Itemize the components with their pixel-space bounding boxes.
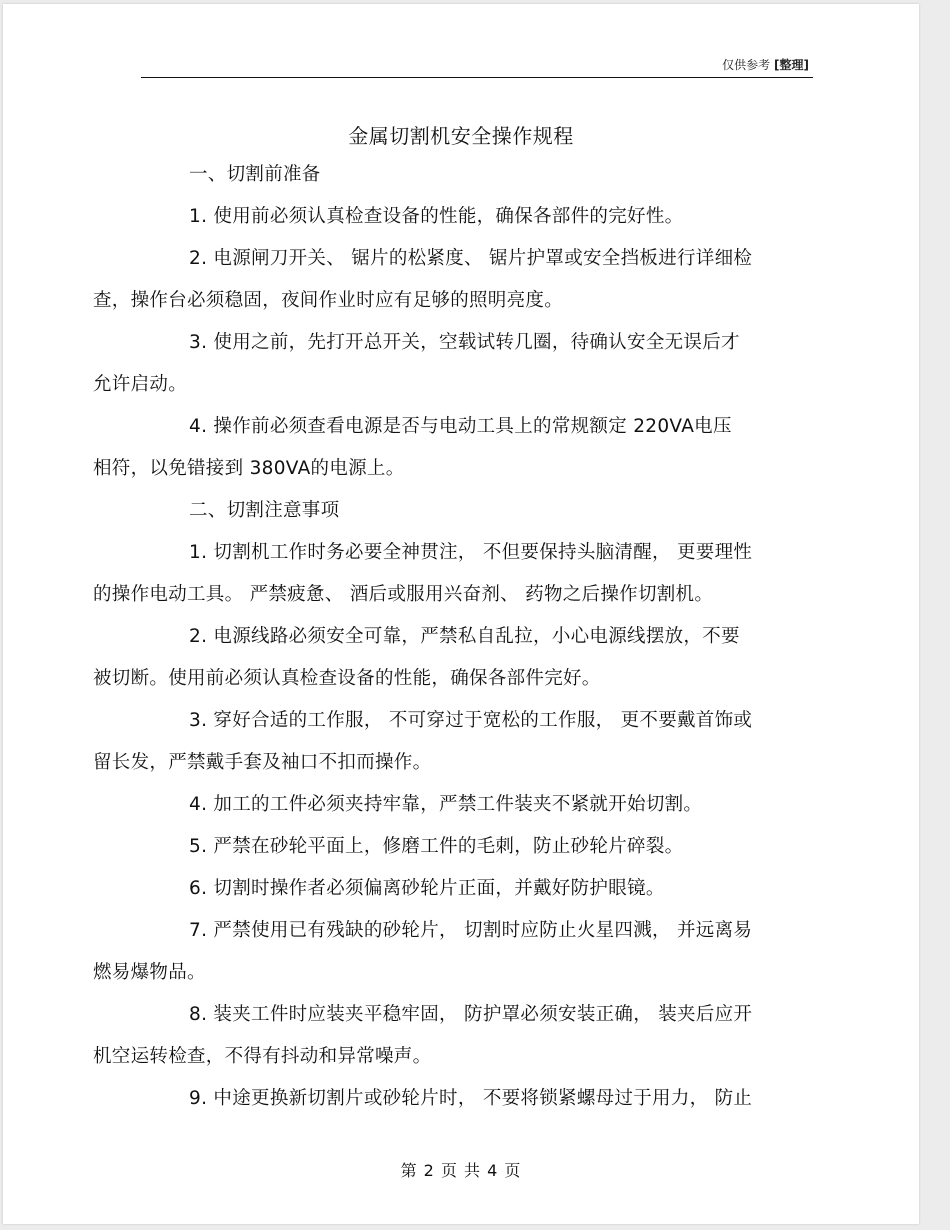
paragraph — [93, 322, 813, 406]
paragraph-line: 留长发，严禁戴手套及袖口不扣而操作。 — [93, 752, 432, 773]
paragraph-line: 2. 电源线路必须安全可靠，严禁私自乱拉，小心电源线摆放，不要 — [189, 626, 740, 647]
paragraph — [93, 616, 813, 700]
paragraph — [141, 1078, 813, 1120]
paragraph-line: 查，操作台必须稳固，夜间作业时应有足够的照明亮度。 — [93, 290, 564, 311]
paragraph-line: 6. 切割时操作者必须偏离砂轮片正面，并戴好防护眼镜。 — [189, 878, 665, 899]
paragraph-line: 3. 使用之前，先打开总开关，空载试转几圈，待确认安全无误后才 — [189, 332, 740, 353]
paragraph-line: 机空运转检查，不得有抖动和异常噪声。 — [93, 1046, 432, 1067]
paragraph — [141, 868, 813, 910]
paragraph-line: 1. 使用前必须认真检查设备的性能，确保各部件的完好性。 — [189, 206, 684, 227]
header-note-bracket: [整理] — [774, 58, 809, 72]
paragraph — [141, 196, 813, 238]
paragraph-line: 8. 装夹工件时应装夹平稳牢固， 防护罩必须安装正确， 装夹后应开 — [189, 1004, 753, 1025]
paragraph — [93, 406, 813, 490]
paragraph-line: 7. 严禁使用已有残缺的砂轮片， 切割时应防止火星四溅， 并远离易 — [189, 920, 753, 941]
paragraph — [93, 910, 813, 994]
paragraph — [141, 784, 813, 826]
paragraph-line: 4. 加工的工件必须夹持牢靠，严禁工件装夹不紧就开始切割。 — [189, 794, 703, 815]
document-title: 金属切割机安全操作规程 — [348, 124, 574, 148]
paragraph-line: 4. 操作前必须查看电源是否与电动工具上的常规额定 220VA电压 — [189, 416, 732, 437]
page-footer: 第 2 页 共 4 页 — [400, 1161, 522, 1180]
paragraph — [93, 532, 813, 616]
paragraph-line: 的操作电动工具。 严禁疲惫、 酒后或服用兴奋剂、 药物之后操作切割机。 — [93, 584, 714, 605]
paragraph-line: 9. 中途更换新切割片或砂轮片时， 不要将锁紧螺母过于用力， 防止 — [189, 1088, 753, 1109]
document-body — [93, 154, 813, 1120]
header-note — [722, 56, 809, 73]
header-rule — [141, 77, 813, 78]
header-note-text: 仅供参考 — [722, 58, 771, 72]
paragraph-line: 被切断。使用前必须认真检查设备的性能，确保各部件完好。 — [93, 668, 601, 689]
paragraph-line: 相符，以免错接到 380VA的电源上。 — [93, 458, 405, 479]
paragraph — [93, 238, 813, 322]
paragraph-line: 2. 电源闸刀开关、 锯片的松紧度、 锯片护罩或安全挡板进行详细检 — [189, 248, 753, 269]
paragraph — [141, 154, 813, 196]
paragraph-line: 二、切割注意事项 — [189, 500, 340, 521]
paragraph-line: 允许启动。 — [93, 374, 188, 395]
paragraph-line: 3. 穿好合适的工作服， 不可穿过于宽松的工作服， 更不要戴首饰或 — [189, 710, 753, 731]
paragraph — [93, 994, 813, 1078]
document-page — [3, 4, 919, 1224]
paragraph — [141, 490, 813, 532]
paragraph-line: 5. 严禁在砂轮平面上，修磨工件的毛刺，防止砂轮片碎裂。 — [189, 836, 684, 857]
paragraph-line: 一、切割前准备 — [189, 164, 321, 185]
paragraph — [93, 700, 813, 784]
paragraph-line: 1. 切割机工作时务必要全神贯注， 不但要保持头脑清醒， 更要理性 — [189, 542, 753, 563]
paragraph — [141, 826, 813, 868]
paragraph-line: 燃易爆物品。 — [93, 962, 206, 983]
